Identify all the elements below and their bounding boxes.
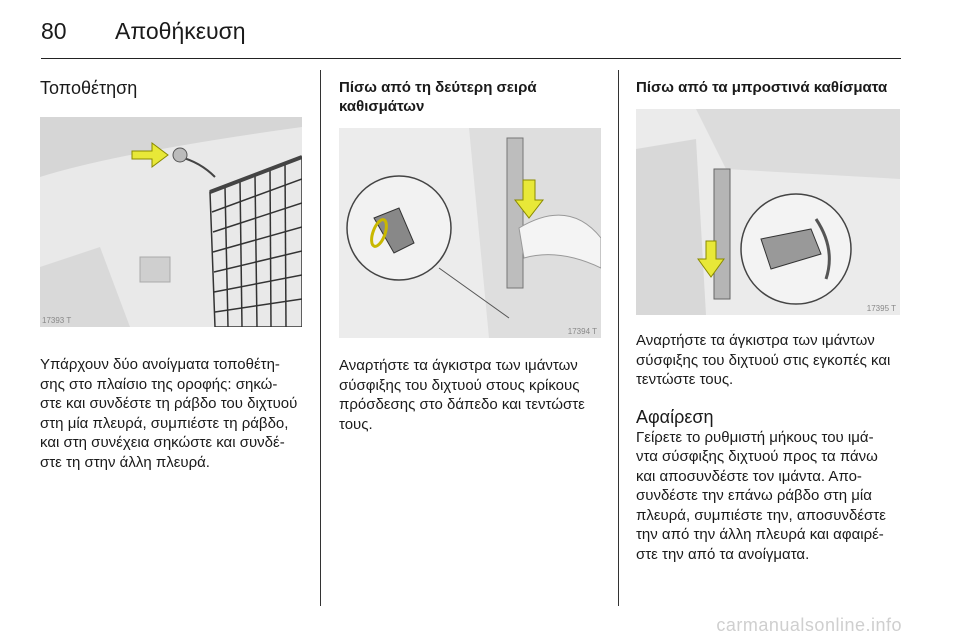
column-divider xyxy=(320,70,321,606)
section-heading-installation: Τοποθέτηση xyxy=(40,78,138,98)
column-installation xyxy=(40,68,302,472)
body-line: Γείρετε το ρυθμιστή μήκους του ιμά- xyxy=(636,428,874,446)
body-line: και στη συνέχεια σηκώστε και συνδέ- xyxy=(40,434,285,451)
net-roof-illustration xyxy=(40,117,302,327)
seat-slot-illustration xyxy=(636,109,900,315)
body-line: σύσφιξης του διχτυού στους κρίκους xyxy=(339,376,580,394)
body-line: σύσφιξης του διχτυού στις εγκοπές και xyxy=(636,351,891,369)
body-line: Υπάρχουν δύο ανοίγματα τοποθέτη- xyxy=(40,356,280,373)
illustration-floor-loops xyxy=(339,128,601,338)
section-heading-front-seats: Πίσω από τα μπροστινά καθίσματα xyxy=(636,79,888,96)
body-line: στε τη στην άλλη πλευρά. xyxy=(40,453,210,471)
column-behind-second-row xyxy=(339,68,601,434)
body-line: τους. xyxy=(339,415,373,433)
body-line: πλευρά, συμπιέστε την, αποσυνδέστε xyxy=(636,506,886,524)
page-header xyxy=(41,14,901,59)
body-line: στε και συνδέστε τη ράβδο του διχτυού xyxy=(40,395,298,412)
second-row-text xyxy=(339,356,601,434)
column-divider xyxy=(618,70,619,606)
body-line: στε την από τα ανοίγματα. xyxy=(636,545,810,563)
column-behind-front-seats xyxy=(636,68,904,564)
body-line: Αναρτήστε τα άγκιστρα των ιμάντων xyxy=(636,332,875,349)
illustration-roof-frame-net xyxy=(40,117,302,327)
page-number: 80 xyxy=(41,18,67,44)
heading-line: καθισμάτων xyxy=(339,98,425,115)
body-line: και αποσυνδέστε τον ιμάντα. Απο- xyxy=(636,467,862,485)
installation-text xyxy=(40,355,302,472)
illustration-seat-slots xyxy=(636,109,900,315)
floor-loop-illustration xyxy=(339,128,601,338)
removal-text xyxy=(636,428,904,565)
front-seats-text xyxy=(636,331,904,390)
watermark: carmanualsonline.info xyxy=(716,615,902,635)
body-line: συνδέστε την επάνω ράβδο στη μία xyxy=(636,487,872,504)
body-line: την από την άλλη πλευρά και αφαιρέ- xyxy=(636,526,884,543)
section-heading-second-row xyxy=(339,78,601,116)
chapter-title: Αποθήκευση xyxy=(115,18,246,44)
body-line: πρόσδεσης στο δάπεδο και τεντώστε xyxy=(339,396,585,413)
body-line: τεντώστε τους. xyxy=(636,371,734,388)
section-heading-removal: Αφαίρεση xyxy=(636,406,714,427)
heading-line: Πίσω από τη δεύτερη σειρά xyxy=(339,79,537,96)
figure-code: 17393 T xyxy=(42,316,72,325)
body-line: σης στο πλαίσιο της οροφής: σηκώ- xyxy=(40,375,278,393)
body-line: στη μία πλευρά, συμπιέστε τη ράβδο, xyxy=(40,414,289,432)
body-line: ντα σύσφιξης διχτυού προς τα πάνω xyxy=(636,448,878,465)
figure-code: 17395 T xyxy=(866,304,896,313)
body-line: Αναρτήστε τα άγκιστρα των ιμάντων xyxy=(339,357,578,374)
figure-code: 17394 T xyxy=(567,327,597,336)
